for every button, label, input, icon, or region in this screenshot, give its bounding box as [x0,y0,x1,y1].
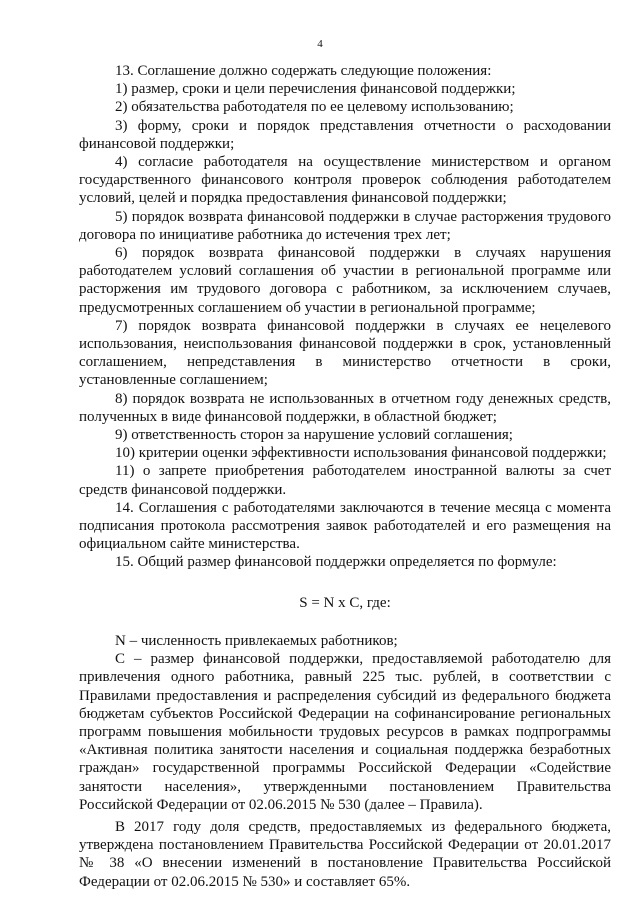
list-item-9: 9) ответственность сторон за нарушение условий соглашения; [115,427,513,444]
formula: S = N x C, где: [299,594,391,611]
list-item-10: 10) критерии оценки эффективности использования финансовой поддержки; [115,445,607,462]
list-item-4: 4) согласие работодателя на осуществление министерством и органом государственного финансового контроля проверок соблюдения работодателем условий, целей и порядка предоставления финансовой поддержки; [79,154,611,207]
document-body [79,62,611,891]
list-item-8: 8) порядок возврата не использованных в отчетном году денежных средств, полученных в виде финансовой поддержки, в областной бюджет; [79,390,611,425]
list-item-2: 2) обязательства работодателя по ее целевому использованию; [115,99,514,116]
list-item-6: 6) порядок возврата финансовой поддержки в случаях нарушения работодателем условий соглашения об участии в региональной программе или расторжения им трудового договора с работником, за исключением случаев, предусмотренных соглашением об участии в региональной программе; [79,245,611,316]
paragraph-14: 14. Соглашения с работодателями заключаются в течение месяца с момента подписания протокола рассмотрения заявок работодателей и его размещения на официальном сайте министерства. [79,499,611,553]
list-item-5: 5) порядок возврата финансовой поддержки в случае расторжения трудового договора по инициативе работника до истечения трех лет; [79,208,611,243]
paragraph-13: 13. Соглашение должно содержать следующие положения: [115,63,492,79]
list-item-1: 1) размер, сроки и цели перечисления финансовой поддержки; [115,81,516,98]
list-item-7: 7) порядок возврата финансовой поддержки в случаях ее нецелевого использования, неиспользования финансовой поддержки в срок, установленный соглашением, непредставления в министерство отчетности в сроки, установленные соглашением; [79,317,611,389]
list-item-11: 11) о запрете приобретения работодателем иностранной валюты за счет средств финансовой поддержки. [79,463,611,498]
definition-c: C – размер финансовой поддержки, предоставляемой работодателю для привлечения одного работника, равный 225 тыс. рублей, в соответствии с Правилами предоставления и распределения субсидий из федерального бюджета бюджетам субъектов Российской Федерации на софинансирование региональных программ повышения мобильности трудовых ресурсов в рамках подпрограммы «Активная политика занятости населения и социальная поддержка безработных граждан» государственной программы Российской Федерации «Содействие занятости населения», утвержденными постановлением Правительства Российской Федерации от 02.06.2015 № 530 (далее – Правила). [79,651,611,813]
paragraph-federal-share: В 2017 году доля средств, предоставляемых из федерального бюджета, утверждена постановлением Правительства Российской Федерации от 20.01.2017 № 38 «О внесении изменений в постановление Правительства Российской Федерации от 02.06.2015 № 530» и составляет 65%. [79,818,611,890]
page-number: 4 [317,38,323,50]
definition-n: N – численность привлекаемых работников; [115,632,398,649]
paragraph-15: 15. Общий размер финансовой поддержки определяется по формуле: [115,554,557,571]
list-item-3: 3) форму, сроки и порядок представления отчетности о расходовании финансовой поддержки; [79,117,611,152]
